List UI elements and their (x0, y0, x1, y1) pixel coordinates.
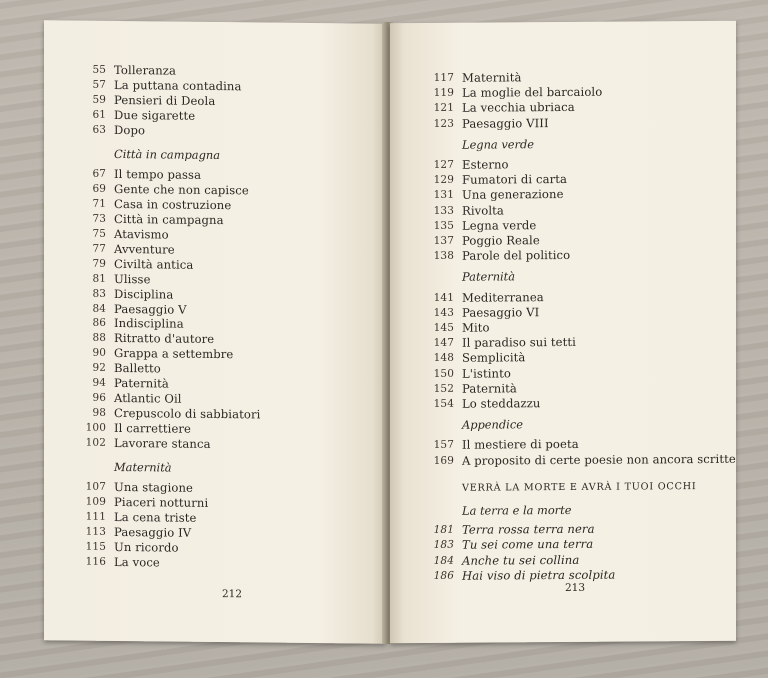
toc-page-number: 96 (92, 391, 106, 404)
toc-title: Grappa a settembre (114, 346, 234, 362)
toc-title: Il paradiso sui tetti (462, 335, 576, 350)
toc-page-number: 152 (433, 382, 454, 395)
toc-page-number: 116 (85, 555, 106, 568)
toc-page-number: 63 (92, 123, 106, 136)
toc-title: Avventure (114, 241, 175, 257)
toc-page-number: 73 (92, 212, 106, 225)
toc-title: Una stagione (114, 480, 193, 496)
toc-title: Lo steddazzu (462, 396, 541, 411)
toc-page-number: 129 (433, 173, 454, 187)
toc-page-number: 121 (433, 102, 454, 115)
toc-title: La vecchia ubriaca (462, 100, 575, 116)
toc-title: Piaceri notturni (114, 495, 209, 511)
toc-title: Tolleranza (114, 62, 177, 78)
toc-title: Esterno (462, 157, 509, 172)
toc-title: Anche tu sei collina (462, 552, 580, 568)
toc-page-number: 100 (85, 421, 106, 434)
toc-page-number: 92 (92, 361, 106, 374)
toc-page-number: 55 (92, 63, 106, 76)
toc-page-number: 184 (433, 554, 454, 567)
toc-title: La voce (114, 554, 160, 570)
toc-title: Hai viso di pietra scolpita (462, 567, 616, 583)
toc-title: Poggio Reale (462, 233, 540, 248)
part-heading: VERRÀ LA MORTE E AVRÀ I TUOI OCCHI (462, 480, 697, 494)
toc-title: Due sigarette (114, 107, 196, 123)
section-heading: La terra e la morte (462, 502, 572, 518)
toc-title: Atavismo (114, 226, 169, 242)
toc-page-number: 107 (85, 481, 106, 494)
toc-title: Terra rossa terra nera (462, 521, 595, 537)
toc-page-number: 69 (92, 183, 106, 196)
toc-title: Casa in costruzione (114, 197, 232, 213)
toc-title: La cena triste (114, 510, 197, 525)
left-page-number: 212 (222, 588, 243, 601)
toc-page-number: 127 (433, 158, 454, 171)
toc-page-number: 88 (92, 332, 106, 345)
toc-page-number: 148 (433, 352, 454, 365)
toc-title: Rivolta (462, 203, 504, 218)
toc-page-number: 137 (433, 234, 454, 247)
toc-title: Città in campagna (114, 212, 224, 228)
toc-page-number: 102 (85, 436, 106, 449)
toc-page-number: 113 (85, 525, 106, 538)
toc-page-number: 131 (433, 189, 454, 202)
toc-page-number: 157 (433, 439, 454, 452)
toc-page-number: 147 (433, 336, 454, 350)
toc-page-number: 133 (433, 204, 454, 217)
toc-title: Ulisse (114, 271, 151, 287)
section-heading: Legna verde (462, 136, 534, 152)
toc-page-number: 111 (85, 510, 106, 524)
toc-title: Lavorare stanca (114, 435, 211, 451)
toc-page-number: 94 (92, 376, 106, 389)
toc-page-number: 117 (433, 71, 454, 84)
toc-page-number: 71 (92, 197, 106, 211)
toc-title: Paesaggio VI (462, 304, 540, 320)
toc-title: Crepuscolo di sabbiatori (114, 405, 261, 422)
toc-title: Una generazione (462, 187, 564, 203)
toc-title: Civiltà antica (114, 256, 194, 272)
toc-page-number: 75 (92, 227, 106, 240)
section-heading: Paternità (462, 269, 516, 285)
toc-page-number: 181 (433, 523, 454, 537)
toc-title: Il tempo passa (114, 167, 202, 183)
toc-page-number: 135 (433, 219, 454, 232)
toc-title: Balletto (114, 361, 161, 376)
toc-title: Gente che non capisce (114, 182, 249, 198)
section-heading: Maternità (114, 459, 172, 475)
toc-page-number: 98 (92, 406, 106, 419)
left-page (44, 20, 386, 644)
toc-title: Paesaggio VIII (462, 115, 549, 131)
toc-page-number: 57 (92, 78, 106, 91)
toc-title: L'istinto (462, 365, 511, 381)
right-page-number: 213 (565, 581, 586, 594)
toc-page-number: 138 (433, 249, 454, 263)
right-page (390, 21, 736, 643)
toc-title: Legna verde (462, 217, 537, 233)
toc-page-number: 119 (433, 86, 454, 100)
toc-title: Paesaggio V (114, 301, 187, 317)
toc-page-number: 79 (92, 257, 106, 270)
toc-page-number: 186 (433, 569, 454, 582)
toc-title: Tu sei come una terra (462, 537, 594, 553)
toc-title: Indisciplina (114, 316, 184, 332)
toc-page-number: 81 (92, 272, 106, 285)
toc-page-number: 109 (85, 495, 106, 509)
toc-page-number: 86 (92, 317, 106, 330)
toc-page-number: 150 (433, 367, 454, 380)
toc-title: Pensieri di Deola (114, 92, 216, 108)
toc-title: Il mestiere di poeta (462, 437, 579, 453)
toc-title: Paternità (114, 375, 169, 391)
toc-page-number: 77 (92, 242, 106, 255)
toc-title: Maternità (462, 70, 522, 85)
toc-title: La moglie del barcaiolo (462, 84, 603, 100)
toc-page-number: 61 (92, 108, 106, 121)
toc-title: Semplicità (462, 350, 526, 366)
toc-title: Mito (462, 320, 490, 335)
toc-page-number: 143 (433, 306, 454, 319)
toc-page-number: 154 (433, 397, 454, 410)
toc-title: Il carrettiere (114, 420, 192, 436)
toc-page-number: 141 (433, 291, 454, 304)
toc-page-number: 59 (92, 93, 106, 106)
toc-title: Parole del politico (462, 248, 571, 263)
section-heading: Città in campagna (114, 146, 220, 162)
toc-page-number: 169 (433, 454, 454, 467)
toc-title: Ritratto d'autore (114, 331, 215, 347)
toc-page-number: 183 (433, 539, 454, 552)
toc-page-number: 90 (92, 346, 106, 360)
toc-title: La puttana contadina (114, 77, 242, 94)
toc-page-number: 67 (92, 168, 106, 181)
toc-title: Dopo (114, 122, 146, 137)
toc-page-number: 115 (85, 540, 106, 553)
section-heading: Appendice (462, 417, 523, 432)
toc-page-number: 145 (433, 321, 454, 334)
toc-title: Paternità (462, 381, 517, 396)
toc-title: Mediterranea (462, 289, 544, 305)
open-book (40, 22, 742, 650)
toc-title: Disciplina (114, 286, 174, 302)
toc-page-number: 84 (92, 302, 106, 315)
toc-title: A proposito di certe poesie non ancora scritte (462, 451, 736, 468)
toc-title: Fumatori di carta (462, 172, 568, 187)
toc-title: Un ricordo (114, 539, 179, 555)
toc-title: Paesaggio IV (114, 525, 192, 540)
toc-page-number: 83 (92, 287, 106, 300)
toc-page-number: 123 (433, 117, 454, 130)
toc-title: Atlantic Oil (114, 390, 182, 406)
